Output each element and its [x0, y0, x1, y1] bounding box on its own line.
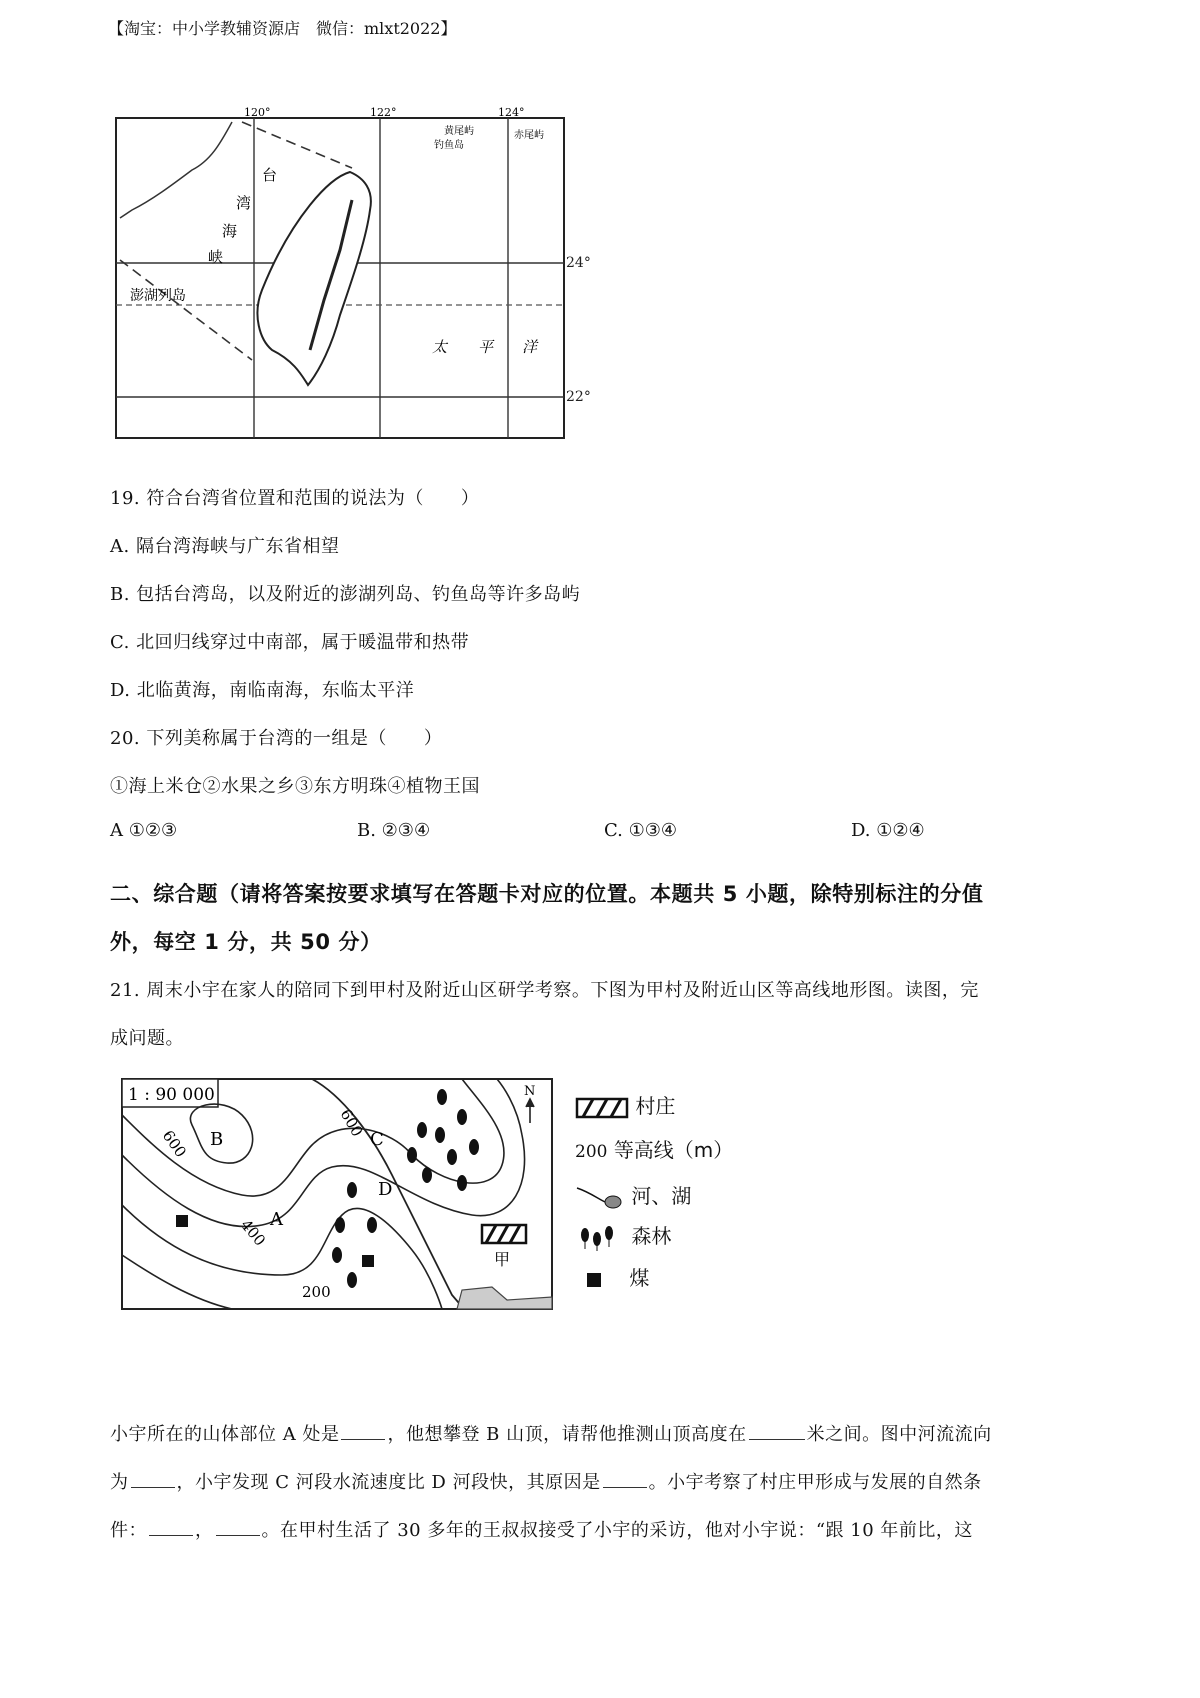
answer-blank[interactable] — [749, 1421, 805, 1440]
ocean-char: 平 — [478, 338, 494, 356]
text-segment: 小宇所在的山体部位 A 处是 — [110, 1424, 340, 1445]
answer-blank[interactable] — [603, 1469, 647, 1488]
q19-option-b: B. 包括台湾岛，以及附近的澎湖列岛、钓鱼岛等许多岛屿 — [110, 584, 581, 605]
legend-label: 煤 — [629, 1266, 650, 1290]
north-label: N — [524, 1084, 536, 1099]
q21-body-line3 — [110, 1516, 973, 1542]
legend-item-village — [575, 1090, 675, 1119]
text-segment: ，小宇发现 C 河段水流速度比 D 河段快，其原因是 — [176, 1472, 601, 1493]
penghu-label: 澎湖列岛 — [130, 288, 186, 304]
lon-label-124: 124° — [498, 106, 525, 119]
q21-intro-line1: 21. 周末小宇在家人的陪同下到甲村及附近山区研学考察。下图为甲村及附近山区等高线地形图。读图，完 — [110, 980, 979, 1001]
point-b: B — [210, 1129, 224, 1150]
q19-option-d: D. 北临黄海，南临南海，东临太平洋 — [110, 680, 415, 701]
answer-blank[interactable] — [341, 1421, 385, 1440]
q19-stem: 19. 符合台湾省位置和范围的说法为（ ） — [110, 488, 480, 509]
q20-option-d: D. ①②④ — [851, 820, 925, 841]
legend-label: 森林 — [631, 1224, 672, 1248]
lat-label-22: 22° — [566, 389, 591, 405]
legend-label: 村庄 — [635, 1094, 676, 1118]
point-a: A — [270, 1209, 283, 1230]
q20-stem: 20. 下列美称属于台湾的一组是（ ） — [110, 728, 443, 749]
q19-option-c: C. 北回归线穿过中南部，属于暖温带和热带 — [110, 632, 470, 653]
section2-title-line1: 二、综合题（请将答案按要求填写在答题卡对应的位置。本题共 5 小题，除特别标注的分值 — [110, 882, 984, 906]
strait-char: 峡 — [208, 248, 224, 266]
q19-option-a: A. 隔台湾海峡与广东省相望 — [110, 536, 340, 557]
q20-items: ①海上米仓②水果之乡③东方明珠④植物王国 — [110, 776, 480, 797]
lon-label-120: 120° — [244, 106, 271, 119]
contour-map-frame — [122, 1079, 552, 1309]
taiwan-map — [112, 100, 572, 450]
q21-body-line2 — [110, 1468, 982, 1494]
contour-label-600: 600 — [336, 1106, 367, 1140]
legend-label: 等高线（m） — [613, 1138, 734, 1162]
lat-label-24: 24° — [566, 255, 591, 271]
point-c: C — [370, 1129, 384, 1150]
village-hatch-icon — [575, 1097, 629, 1119]
legend-item-coal — [575, 1262, 649, 1291]
diaoyu-label: 钓鱼岛 — [434, 140, 464, 151]
text-segment: 件： — [110, 1520, 147, 1541]
text-segment: 。小宇考察了村庄甲形成与发展的自然条 — [648, 1472, 982, 1493]
text-segment: 。在甲村生活了 30 多年的王叔叔接受了小宇的采访，他对小宇说：“跟 10 年前比，这 — [261, 1520, 973, 1541]
contour-label-200: 200 — [302, 1283, 331, 1301]
legend-label: 河、湖 — [631, 1184, 692, 1208]
q20-option-a: A ①②③ — [110, 820, 178, 841]
contour-line-icon: 200 — [575, 1142, 608, 1162]
coal-icon — [362, 1255, 374, 1267]
contour-label-400: 400 — [236, 1216, 270, 1250]
legend-item-river — [575, 1180, 691, 1210]
lon-label-122: 122° — [370, 106, 397, 119]
village-hatch-icon — [482, 1225, 526, 1243]
map-legend — [575, 1080, 775, 1320]
legend-item-contour — [575, 1134, 733, 1163]
coal-icon — [176, 1215, 188, 1227]
huangwei-label: 黄尾屿 — [444, 126, 474, 137]
q21-intro-line2: 成问题。 — [110, 1028, 184, 1049]
q21-body-line1 — [110, 1420, 992, 1446]
forest-icon — [575, 1225, 625, 1251]
point-d: D — [378, 1179, 393, 1200]
chiwei-label: 赤尾屿 — [514, 130, 544, 141]
text-segment: 米之间。图中河流流向 — [806, 1424, 992, 1445]
text-segment: 为 — [110, 1472, 129, 1493]
river-lake-icon — [575, 1186, 625, 1210]
legend-item-forest — [575, 1220, 671, 1251]
contour-map — [112, 1075, 562, 1315]
section2-title-line2: 外，每空 1 分，共 50 分） — [110, 930, 382, 954]
strait-char: 海 — [222, 222, 238, 240]
answer-blank[interactable] — [216, 1517, 260, 1536]
strait-char: 台 — [262, 166, 278, 184]
ocean-char: 太 — [432, 338, 448, 356]
q20-option-b: B. ②③④ — [357, 820, 431, 841]
q20-option-c: C. ①③④ — [604, 820, 677, 841]
text-segment: ，他想攀登 B 山顶，请帮他推测山顶高度在 — [387, 1424, 747, 1445]
page-header: 【淘宝：中小学教辅资源店 微信：mlxt2022】 — [108, 19, 457, 38]
answer-blank[interactable] — [149, 1517, 193, 1536]
contour-label-600: 600 — [158, 1126, 190, 1161]
strait-char: 湾 — [236, 194, 252, 212]
ocean-char: 洋 — [522, 338, 538, 356]
answer-blank[interactable] — [131, 1469, 175, 1488]
coal-icon — [587, 1273, 601, 1287]
text-segment: ， — [195, 1520, 214, 1541]
village-label: 甲 — [494, 1250, 511, 1269]
scale-label: 1 : 90 000 — [128, 1085, 215, 1105]
